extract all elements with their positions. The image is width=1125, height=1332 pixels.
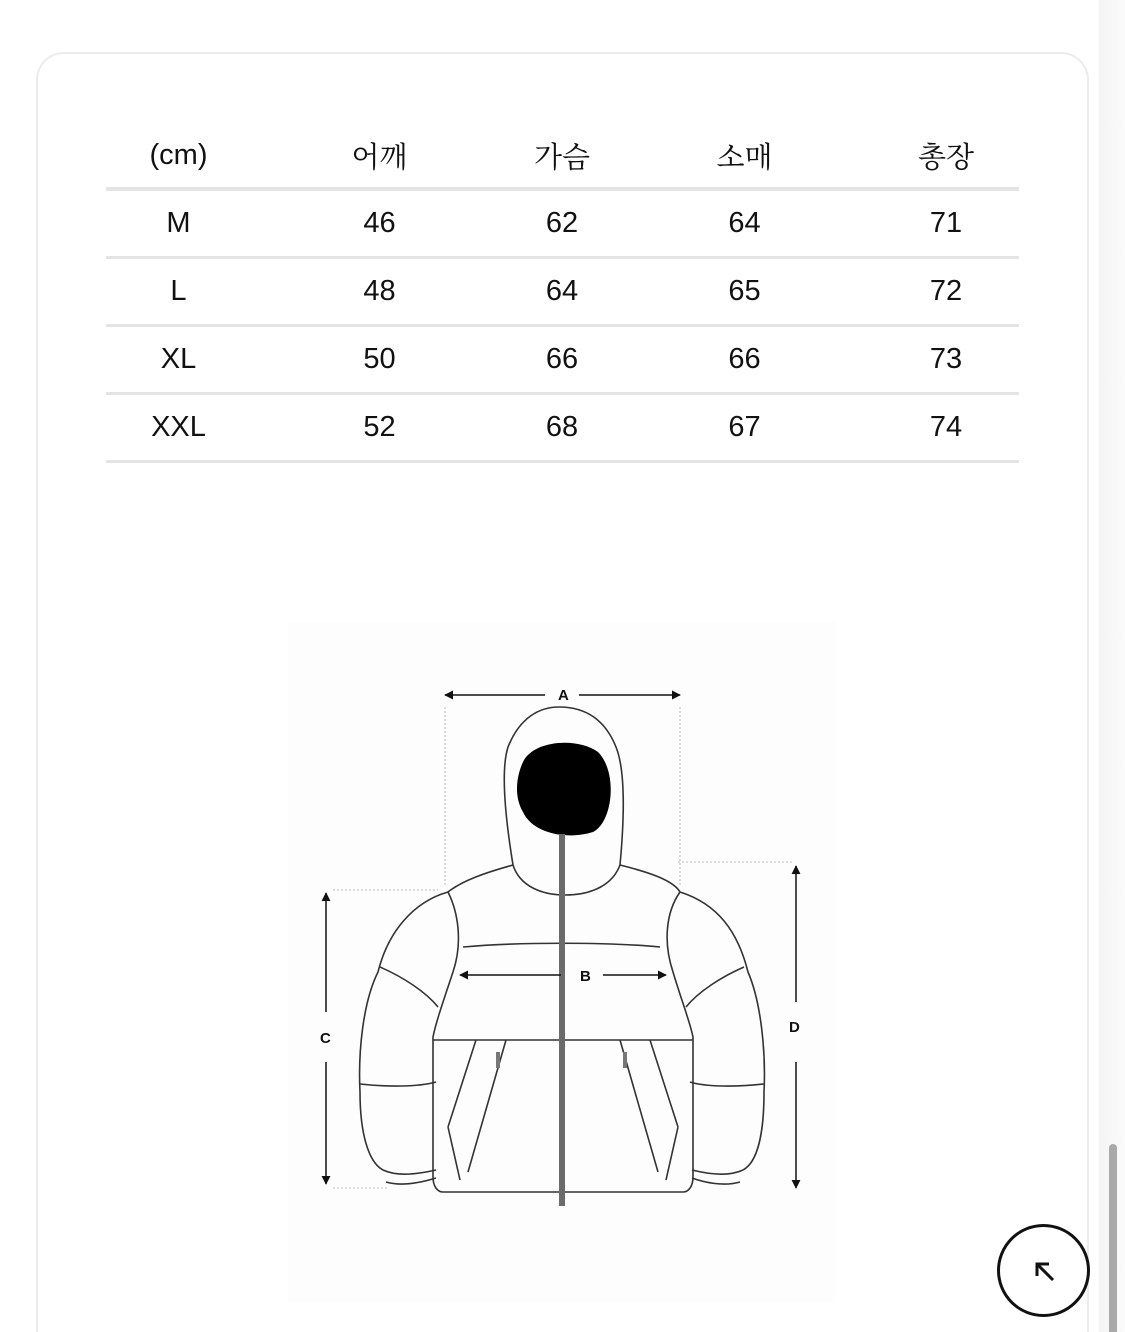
sleeve-cell: 65 bbox=[616, 257, 873, 325]
size-cell: L bbox=[106, 257, 251, 325]
column-header-length: 총장 bbox=[873, 122, 1019, 189]
zipper-line bbox=[559, 834, 565, 1206]
shoulder-cell: 46 bbox=[251, 189, 508, 257]
arrow-up-left-icon bbox=[1029, 1256, 1059, 1286]
column-header-chest: 가슴 bbox=[508, 122, 616, 189]
chest-cell: 68 bbox=[508, 393, 616, 461]
chest-cell: 62 bbox=[508, 189, 616, 257]
table-row bbox=[106, 393, 1019, 461]
chest-cell: 64 bbox=[508, 257, 616, 325]
column-header-sleeve: 소매 bbox=[616, 122, 873, 189]
shoulder-cell: 48 bbox=[251, 257, 508, 325]
table-row bbox=[106, 257, 1019, 325]
shoulder-cell: 50 bbox=[251, 325, 508, 393]
sleeve-cell: 67 bbox=[616, 393, 873, 461]
jacket-measurement-diagram bbox=[288, 622, 836, 1302]
sleeve-cell: 64 bbox=[616, 189, 873, 257]
unit-header: (cm) bbox=[106, 122, 251, 189]
length-cell: 73 bbox=[873, 325, 1019, 393]
size-cell: XXL bbox=[106, 393, 251, 461]
length-cell: 71 bbox=[873, 189, 1019, 257]
puffer-jacket-illustration bbox=[288, 622, 836, 1302]
label-a: A bbox=[558, 687, 569, 704]
shoulder-cell: 52 bbox=[251, 393, 508, 461]
sleeve-cell: 66 bbox=[616, 325, 873, 393]
label-d: D bbox=[789, 1019, 800, 1036]
length-cell: 72 bbox=[873, 257, 1019, 325]
length-cell: 74 bbox=[873, 393, 1019, 461]
scrollbar-thumb[interactable] bbox=[1109, 1144, 1117, 1332]
table-row bbox=[106, 325, 1019, 393]
size-cell: M bbox=[106, 189, 251, 257]
scrollbar-track[interactable] bbox=[1099, 0, 1125, 1332]
size-cell: XL bbox=[106, 325, 251, 393]
table-row bbox=[106, 189, 1019, 257]
label-b: B bbox=[580, 968, 591, 985]
chest-cell: 66 bbox=[508, 325, 616, 393]
column-header-shoulder: 어깨 bbox=[251, 122, 508, 189]
size-table bbox=[106, 122, 1019, 463]
table-header-row bbox=[106, 122, 1019, 189]
label-c: C bbox=[320, 1030, 331, 1047]
scroll-to-top-button[interactable] bbox=[997, 1224, 1090, 1317]
